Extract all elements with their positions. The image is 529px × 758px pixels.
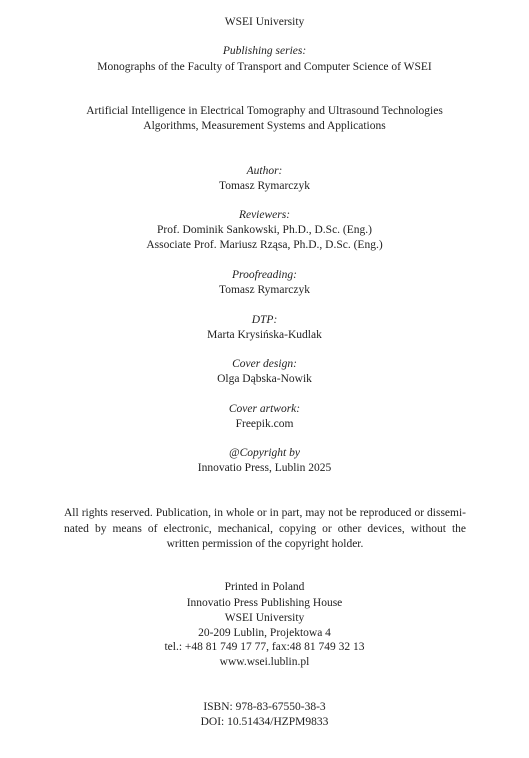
doi: DOI: 10.51434/HZPM9833: [200, 716, 329, 728]
printed-in: Printed in Poland: [224, 581, 305, 593]
proofreading-name: Tomasz Rymarczyk: [218, 284, 311, 296]
cover-artwork-label: Cover artwork:: [228, 403, 301, 415]
author-label: Author:: [246, 165, 283, 177]
series-label: Publishing series:: [222, 45, 307, 57]
book-title-line1: Artificial Intelligence in Electrical Tomography and Ultrasound Technologies: [86, 105, 443, 117]
author-name: Tomasz Rymarczyk: [218, 180, 311, 192]
reviewers-label: Reviewers:: [238, 209, 291, 221]
publisher-phone: tel.: +48 81 749 17 77, fax:48 81 749 32 13: [164, 641, 365, 653]
reviewer-1: Prof. Dominik Sankowski, Ph.D., D.Sc. (Eng.): [157, 224, 372, 236]
publisher-university: WSEI University: [224, 612, 305, 624]
series-name: Monographs of the Faculty of Transport and Computer Science of WSEI: [97, 61, 432, 73]
book-title-line2: Algorithms, Measurement Systems and Applications: [143, 120, 386, 132]
dtp-label: DTP:: [251, 314, 278, 326]
publisher-name: Innovatio Press Publishing House: [186, 597, 343, 609]
publisher-address: 20-209 Lublin, Projektowa 4: [198, 627, 331, 639]
cover-artwork-source: Freepik.com: [235, 418, 294, 430]
cover-design-label: Cover design:: [232, 358, 297, 370]
cover-design-name: Olga Dąbska-Nowik: [217, 373, 312, 385]
copyright-label: @Copyright by: [229, 447, 300, 459]
dtp-name: Marta Krysińska-Kudlak: [207, 329, 322, 341]
institution-name: WSEI University: [224, 16, 305, 28]
reviewer-2: Associate Prof. Mariusz Rząsa, Ph.D., D.Sc. (Eng.): [146, 239, 383, 251]
copyright-holder: Innovatio Press, Lublin 2025: [197, 462, 332, 474]
publisher-website: www.wsei.lublin.pl: [219, 656, 310, 668]
isbn: ISBN: 978-83-67550-38-3: [203, 701, 326, 713]
proofreading-label: Proofreading:: [232, 269, 297, 281]
rights-statement: All rights reserved. Publication, in whole or in part, may not be reproduced or dissemi-nated by means of electronic, mechanical, copying or other devices, without the written permission of the copyright holder.: [64, 507, 466, 550]
